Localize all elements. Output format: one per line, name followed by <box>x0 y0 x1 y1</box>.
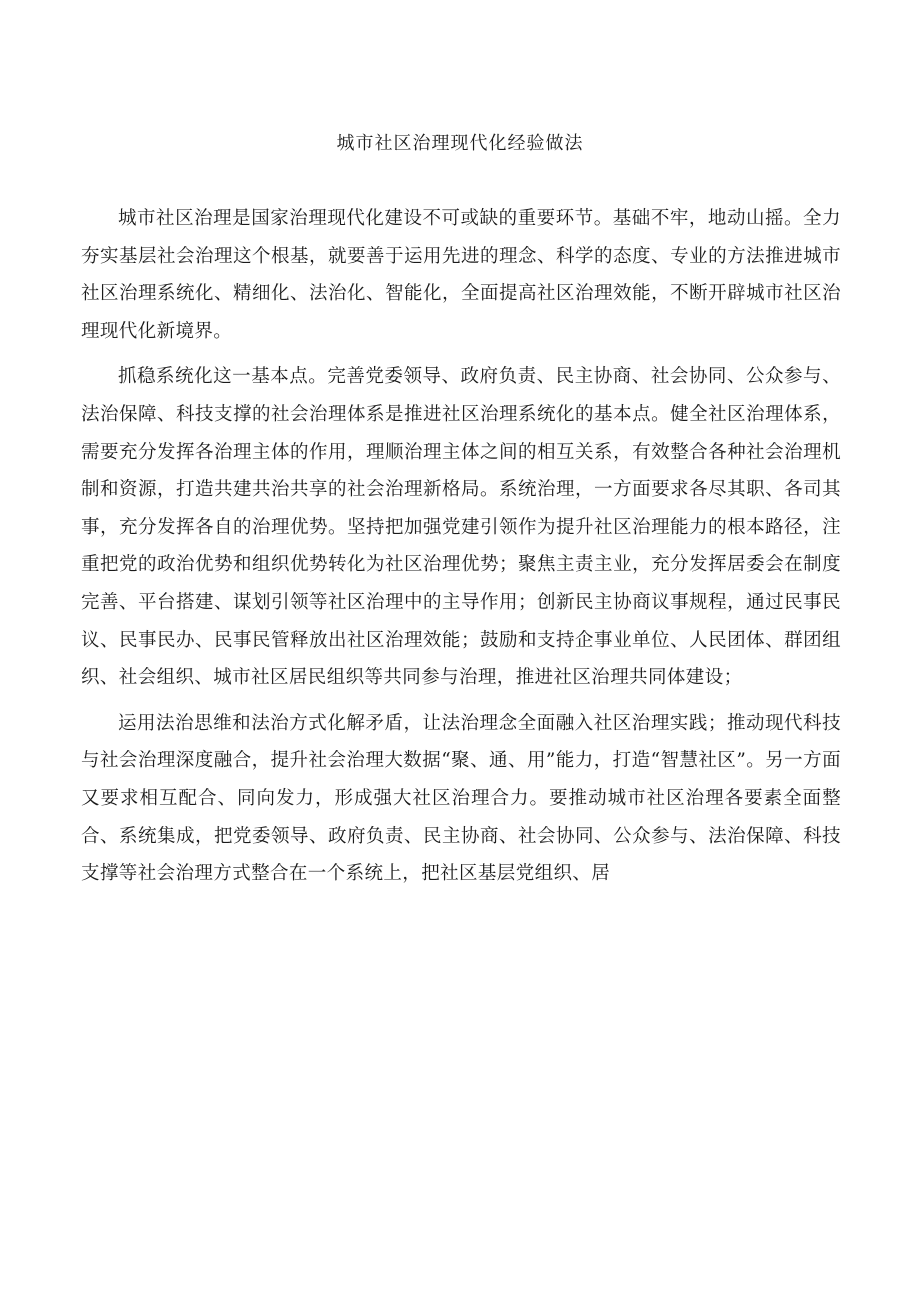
paragraph-intro: 城市社区治理是国家治理现代化建设不可或缺的重要环节。基础不牢，地动山摇。全力夯实基层社会治理这个根基，就要善于运用先进的理念、科学的态度、专业的方法推进城市社区治理系统化、精细化、法治化、智能化，全面提高社区治理效能，不断开辟城市社区治理现代化新境界。 <box>81 208 841 342</box>
paragraph-rule-of-law: 运用法治思维和法治方式化解矛盾，让法治理念全面融入社区治理实践；推动现代科技与社会治理深度融合，提升社会治理大数据“聚、通、用”能力，打造“智慧社区”。另一方面又要求相互配合、同向发力，形成强大社区治理合力。要推动城市社区治理各要素全面整合、系统集成，把党委领导、政府负责、民主协商、社会协同、公众参与、法治保障、科技支撑等社会治理方式整合在一个系统上，把社区基层党组织、居 <box>81 712 841 885</box>
paragraph-systematization: 抓稳系统化这一基本点。完善党委领导、政府负责、民主协商、社会协同、公众参与、法治保障、科技支撑的社会治理体系是推进社区治理系统化的基本点。健全社区治理体系，需要充分发挥各治理主体的作用，理顺治理主体之间的相互关系，有效整合各种社会治理机制和资源，打造共建共治共享的社会治理新格局。系统治理，一方面要求各尽其职、各司其事，充分发挥各自的治理优势。坚持把加强党建引领作为提升社区治理能力的根本路径，注重把党的政治优势和组织优势转化为社区治理优势；聚焦主责主业，充分发挥居委会在制度完善、平台搭建、谋划引领等社区治理中的主导作用；创新民主协商议事规程，通过民事民议、民事民办、民事民管释放出社区治理效能；鼓励和支持企事业单位、人民团体、群团组织、社会组织、城市社区居民组织等共同参与治理，推进社区治理共同体建设； <box>81 366 841 689</box>
document-title: 城市社区治理现代化经验做法 <box>336 133 584 154</box>
document-body <box>81 200 841 893</box>
